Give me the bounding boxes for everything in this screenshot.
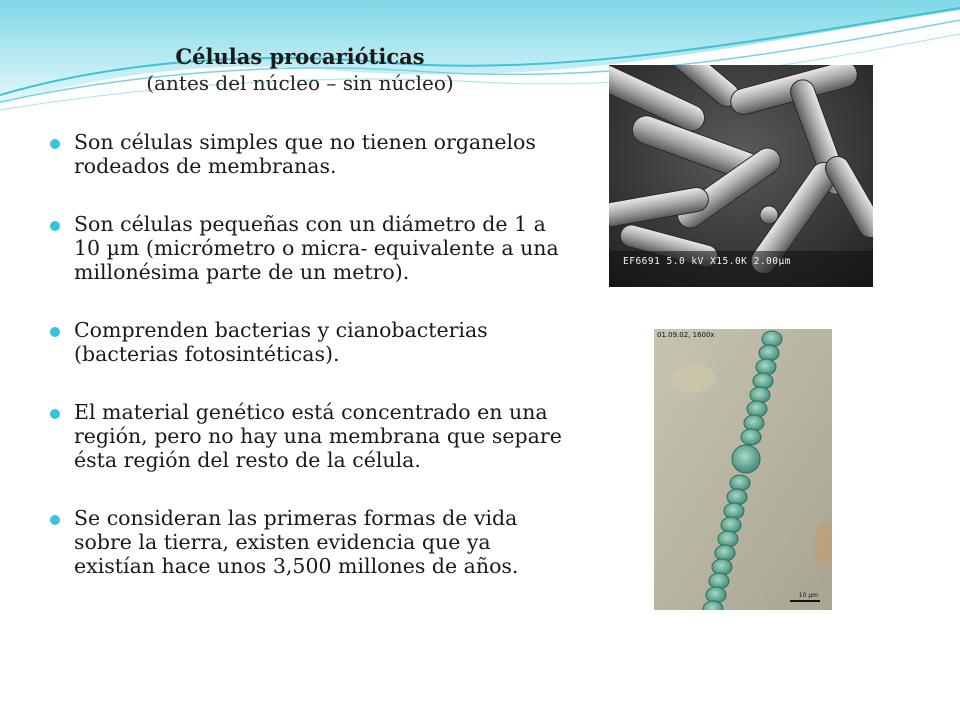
cyanobacteria-filament-illustration bbox=[654, 329, 832, 610]
bullet-dot-icon bbox=[50, 221, 60, 231]
bacteria-sem-image bbox=[609, 65, 873, 287]
bullet-text: Se consideran las primeras formas de vida sobre la tierra, existen evidencia que ya existían hace unos 3,500 millones de años. bbox=[74, 506, 519, 578]
bullet-text: El material genético está concentrado en una región, pero no hay una membrana que separe ésta región del resto de la célula. bbox=[74, 400, 562, 472]
bullet-dot-icon bbox=[50, 139, 60, 149]
bacteria-rods-illustration bbox=[609, 65, 873, 287]
cyanobacteria-micrograph-image bbox=[654, 329, 832, 610]
slide-subtitle: (antes del núcleo – sin núcleo) bbox=[146, 71, 454, 95]
bullet-item bbox=[48, 400, 578, 472]
scale-bar bbox=[790, 600, 820, 602]
bullet-item bbox=[48, 318, 578, 366]
bullet-dot-icon bbox=[50, 327, 60, 337]
bullet-item bbox=[48, 212, 578, 284]
micrograph-caption: 01.09.02, 1600x bbox=[657, 331, 715, 339]
bullet-item bbox=[48, 130, 578, 178]
slide-title: Células procarióticas bbox=[175, 44, 425, 69]
bullet-list bbox=[48, 130, 578, 612]
bullet-text: Comprenden bacterias y cianobacterias (bacterias fotosintéticas). bbox=[74, 318, 488, 366]
bullet-item bbox=[48, 506, 578, 578]
bullet-text: Son células simples que no tienen organelos rodeados de membranas. bbox=[74, 130, 536, 178]
bullet-dot-icon bbox=[50, 515, 60, 525]
bullet-text: Son células pequeñas con un diámetro de 1 a 10 µm (micrómetro o micra- equivalente a una millonésima parte de un metro). bbox=[74, 212, 559, 284]
bullet-dot-icon bbox=[50, 409, 60, 419]
sem-caption: EF6691 5.0 kV X15.0K 2.00µm bbox=[623, 256, 791, 267]
title-block bbox=[100, 44, 500, 96]
scale-bar-label: 10 µm bbox=[798, 592, 818, 599]
